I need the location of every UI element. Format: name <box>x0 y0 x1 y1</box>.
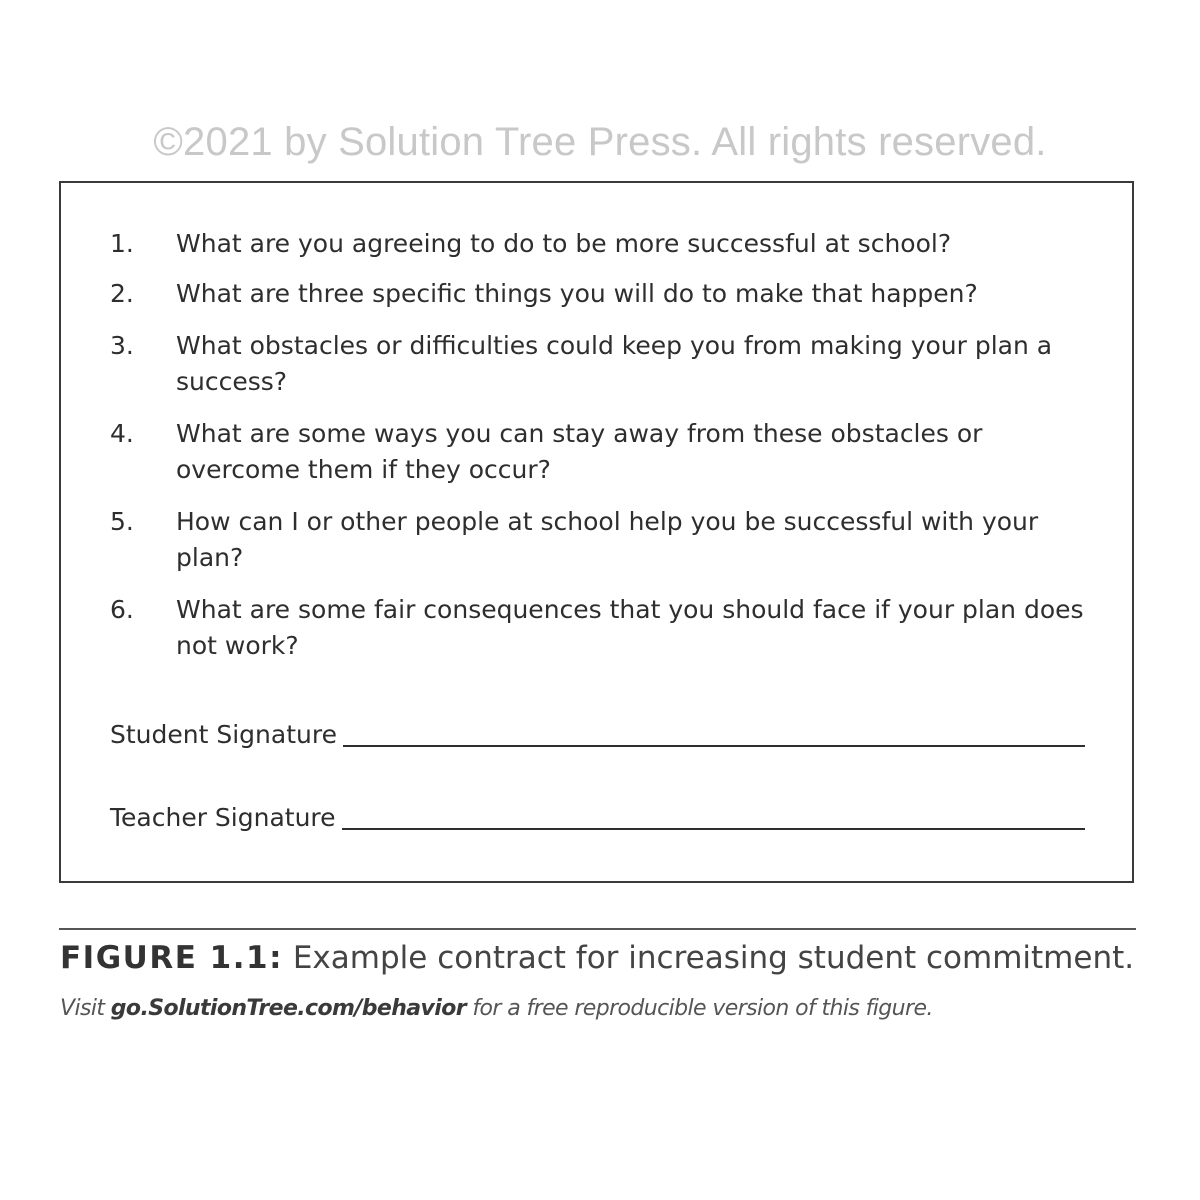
question-text: How can I or other people at school help you be successful with your plan? <box>176 507 1039 572</box>
question-text: What are you agreeing to do to be more successful at school? <box>176 229 952 258</box>
question-number: 3. <box>110 331 134 360</box>
visit-note <box>60 996 1160 1021</box>
teacher-signature-line[interactable] <box>342 828 1085 830</box>
visit-suffix: for a free reproducible version of this figure. <box>472 996 933 1021</box>
figure-caption-text: Example contract for increasing student commitment. <box>292 940 1135 976</box>
question-item <box>110 416 1090 488</box>
question-number: 2. <box>110 279 134 308</box>
question-text: What are some fair consequences that you should face if your plan does not work? <box>176 595 1084 660</box>
question-text: What are some ways you can stay away from these obstacles or overcome them if they occur? <box>176 419 983 484</box>
question-number: 6. <box>110 595 134 624</box>
student-signature-line[interactable] <box>343 745 1085 747</box>
question-item <box>110 276 1090 312</box>
question-item <box>110 226 1090 262</box>
teacher-signature-label: Teacher Signature <box>110 803 336 832</box>
question-item <box>110 592 1090 664</box>
figure-caption <box>60 940 1160 976</box>
question-text: What are three specific things you will do to make that happen? <box>176 279 978 308</box>
student-signature-label: Student Signature <box>110 720 337 749</box>
caption-divider <box>59 928 1136 930</box>
question-number: 1. <box>110 229 134 258</box>
teacher-signature-row <box>110 803 1085 832</box>
visit-url-link[interactable]: go.SolutionTree.com/behavior <box>110 996 466 1021</box>
student-signature-row <box>110 720 1085 749</box>
question-text: What obstacles or difficulties could keep you from making your plan a success? <box>176 331 1053 396</box>
question-number: 5. <box>110 507 134 536</box>
copyright-watermark: ©2021 by Solution Tree Press. All rights reserved. <box>153 120 1047 164</box>
visit-prefix: Visit <box>60 996 105 1021</box>
question-item <box>110 504 1090 576</box>
question-number: 4. <box>110 419 134 448</box>
question-item <box>110 328 1090 400</box>
question-list <box>110 226 1090 664</box>
figure-label: FIGURE 1.1: <box>60 940 283 976</box>
